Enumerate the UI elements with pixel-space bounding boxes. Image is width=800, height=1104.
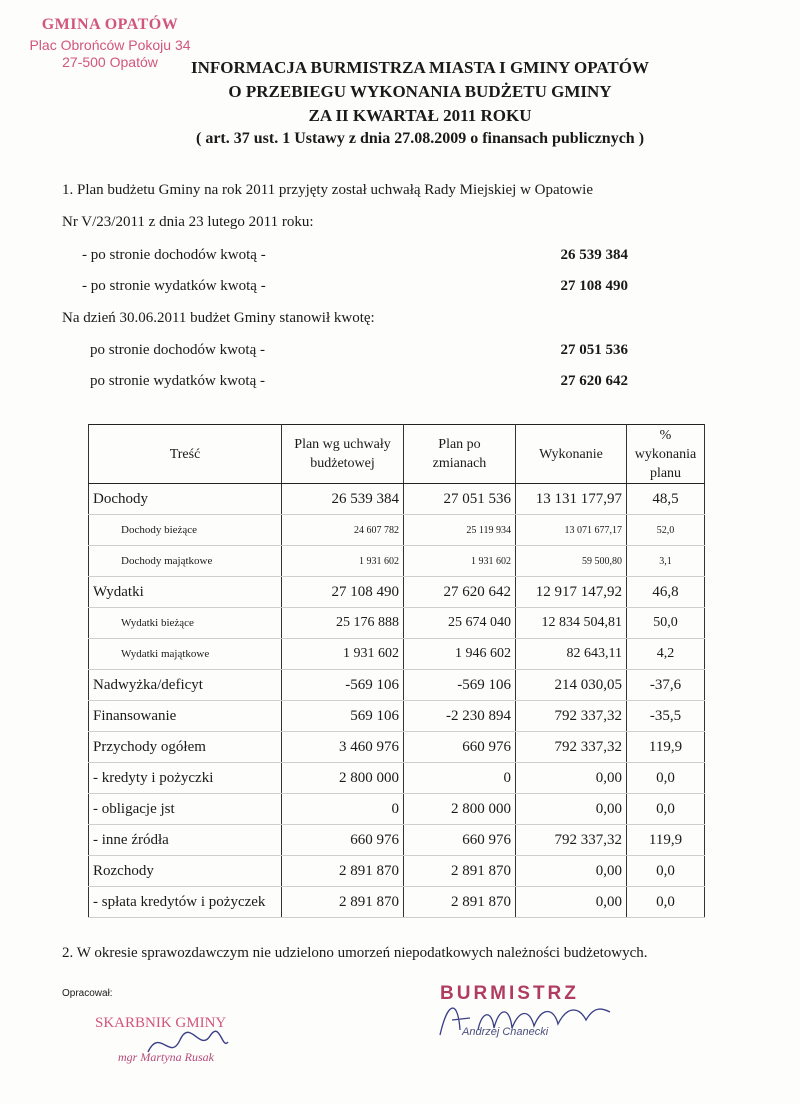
state-income-label: po stronie dochodów kwotą - — [90, 342, 265, 358]
row-execution: 0,00 — [516, 856, 627, 887]
header-percent-line3: planu — [649, 465, 682, 481]
state-label: Na dzień 30.06.2011 budżet Gminy stanowił kwotę: — [62, 310, 375, 326]
row-percent: 52,0 — [627, 515, 705, 546]
row-plan-budget: 1 931 602 — [282, 546, 404, 577]
table-header-row — [89, 425, 705, 484]
header-plan-changed-line2: zmianach — [432, 456, 487, 471]
row-execution: 82 643,11 — [516, 639, 627, 670]
row-plan-changed: 1 946 602 — [404, 639, 516, 670]
row-label: Dochody — [89, 484, 282, 515]
row-execution: 12 917 147,92 — [516, 577, 627, 608]
table-row — [89, 732, 705, 763]
header-plan-budget-line1: Plan wg uchwały — [294, 437, 391, 452]
row-execution: 0,00 — [516, 763, 627, 794]
state-income-value: 27 051 536 — [560, 342, 628, 358]
plan-income-label: - po stronie dochodów kwotą - — [82, 247, 266, 263]
row-percent: 0,0 — [627, 763, 705, 794]
stamp-postcode: 27-500 Opatów — [62, 54, 158, 70]
prepared-by-label: Opracował: — [62, 988, 113, 999]
row-plan-budget: 24 607 782 — [282, 515, 404, 546]
plan-expense-label: - po stronie wydatków kwotą - — [82, 278, 266, 294]
row-label: - spłata kredytów i pożyczek — [89, 887, 282, 918]
row-plan-changed: 25 119 934 — [404, 515, 516, 546]
table-row — [89, 701, 705, 732]
mayor-signature — [430, 990, 620, 1050]
row-plan-budget: 27 108 490 — [282, 577, 404, 608]
table-row — [89, 670, 705, 701]
budget-table — [88, 424, 705, 918]
row-label: Wydatki majątkowe — [89, 639, 282, 670]
row-execution: 13 131 177,97 — [516, 484, 627, 515]
header-percent-line1: % — [659, 427, 672, 443]
row-label: - inne źródła — [89, 825, 282, 856]
plan-resolution: Nr V/23/2011 z dnia 23 lutego 2011 roku: — [62, 214, 314, 230]
plan-expense-value: 27 108 490 — [560, 278, 628, 294]
row-label: Rozchody — [89, 856, 282, 887]
row-label: Nadwyżka/deficyt — [89, 670, 282, 701]
row-plan-changed: 2 891 870 — [404, 856, 516, 887]
document-title-line3: ZA II KWARTAŁ 2011 ROKU — [308, 106, 532, 125]
row-plan-changed: 0 — [404, 763, 516, 794]
row-plan-changed: 660 976 — [404, 732, 516, 763]
document-legal-basis: ( art. 37 ust. 1 Ustawy z dnia 27.08.2009 o finansach publicznych ) — [195, 130, 645, 147]
row-plan-changed: 27 620 642 — [404, 577, 516, 608]
row-percent: 0,0 — [627, 887, 705, 918]
mayor-stamp: BURMISTRZ — [440, 983, 579, 1004]
mayor-name: Andrzej Chanecki — [462, 1026, 549, 1038]
row-execution: 0,00 — [516, 887, 627, 918]
row-execution: 792 337,32 — [516, 732, 627, 763]
treasurer-stamp: SKARBNIK GMINY — [95, 1015, 227, 1031]
header-percent — [627, 425, 705, 484]
row-percent: 48,5 — [627, 484, 705, 515]
row-label: - obligacje jst — [89, 794, 282, 825]
table-row — [89, 794, 705, 825]
row-plan-changed: 660 976 — [404, 825, 516, 856]
table-row — [89, 546, 705, 577]
table-row — [89, 763, 705, 794]
header-plan-budget — [282, 425, 404, 484]
header-percent-line2: wykonania — [634, 446, 697, 462]
row-execution: 792 337,32 — [516, 701, 627, 732]
stamp-address: Plac Obrońców Pokoju 34 — [29, 37, 191, 53]
table-row — [89, 577, 705, 608]
row-plan-changed: 1 931 602 — [404, 546, 516, 577]
header-execution: Wykonanie — [516, 425, 627, 484]
row-plan-budget: 2 800 000 — [282, 763, 404, 794]
header-plan-budget-line2: budżetowej — [310, 456, 375, 471]
row-plan-changed: -569 106 — [404, 670, 516, 701]
row-percent: 119,9 — [627, 732, 705, 763]
header-tresc: Treść — [89, 425, 282, 484]
row-percent: 0,0 — [627, 856, 705, 887]
row-plan-budget: 2 891 870 — [282, 887, 404, 918]
table-row — [89, 515, 705, 546]
row-percent: -37,6 — [627, 670, 705, 701]
table-row — [89, 856, 705, 887]
section2-text: 2. W okresie sprawozdawczym nie udzielono umorzeń niepodatkowych należności budżetowych. — [62, 945, 648, 961]
table-row — [89, 608, 705, 639]
row-percent: 4,2 — [627, 639, 705, 670]
plan-intro: 1. Plan budżetu Gminy na rok 2011 przyjęty został uchwałą Rady Miejskiej w Opatowie — [62, 182, 593, 198]
row-plan-changed: 27 051 536 — [404, 484, 516, 515]
stamp-name: GMINA OPATÓW — [41, 16, 179, 33]
row-label: Wydatki — [89, 577, 282, 608]
plan-income-value: 26 539 384 — [560, 247, 628, 263]
row-execution: 0,00 — [516, 794, 627, 825]
row-percent: -35,5 — [627, 701, 705, 732]
row-plan-changed: 2 800 000 — [404, 794, 516, 825]
document-title-line2: O PRZEBIEGU WYKONANIA BUDŻETU GMINY — [228, 82, 612, 101]
row-plan-budget: -569 106 — [282, 670, 404, 701]
row-execution: 792 337,32 — [516, 825, 627, 856]
row-percent: 119,9 — [627, 825, 705, 856]
row-plan-changed: -2 230 894 — [404, 701, 516, 732]
row-plan-budget: 1 931 602 — [282, 639, 404, 670]
row-execution: 13 071 677,17 — [516, 515, 627, 546]
row-plan-budget: 2 891 870 — [282, 856, 404, 887]
row-execution: 214 030,05 — [516, 670, 627, 701]
row-plan-budget: 660 976 — [282, 825, 404, 856]
row-label: - kredyty i pożyczki — [89, 763, 282, 794]
table-row — [89, 887, 705, 918]
treasurer-name: mgr Martyna Rusak — [118, 1050, 214, 1064]
table-row — [89, 639, 705, 670]
row-label: Wydatki bieżące — [89, 608, 282, 639]
row-plan-budget: 569 106 — [282, 701, 404, 732]
row-plan-budget: 26 539 384 — [282, 484, 404, 515]
row-percent: 46,8 — [627, 577, 705, 608]
row-plan-changed: 2 891 870 — [404, 887, 516, 918]
table-row — [89, 825, 705, 856]
document-title-line1: INFORMACJA BURMISTRZA MIASTA I GMINY OPATÓW — [191, 58, 649, 77]
header-plan-changed — [404, 425, 516, 484]
row-percent: 3,1 — [627, 546, 705, 577]
row-label: Dochody bieżące — [89, 515, 282, 546]
row-label: Dochody majątkowe — [89, 546, 282, 577]
row-plan-budget: 0 — [282, 794, 404, 825]
table-row — [89, 484, 705, 515]
row-plan-budget: 25 176 888 — [282, 608, 404, 639]
state-expense-value: 27 620 642 — [560, 373, 628, 389]
row-plan-changed: 25 674 040 — [404, 608, 516, 639]
header-plan-changed-line1: Plan po — [438, 437, 481, 452]
row-execution: 12 834 504,81 — [516, 608, 627, 639]
row-label: Finansowanie — [89, 701, 282, 732]
state-expense-label: po stronie wydatków kwotą - — [90, 373, 265, 389]
row-percent: 50,0 — [627, 608, 705, 639]
row-label: Przychody ogółem — [89, 732, 282, 763]
row-percent: 0,0 — [627, 794, 705, 825]
row-execution: 59 500,80 — [516, 546, 627, 577]
row-plan-budget: 3 460 976 — [282, 732, 404, 763]
